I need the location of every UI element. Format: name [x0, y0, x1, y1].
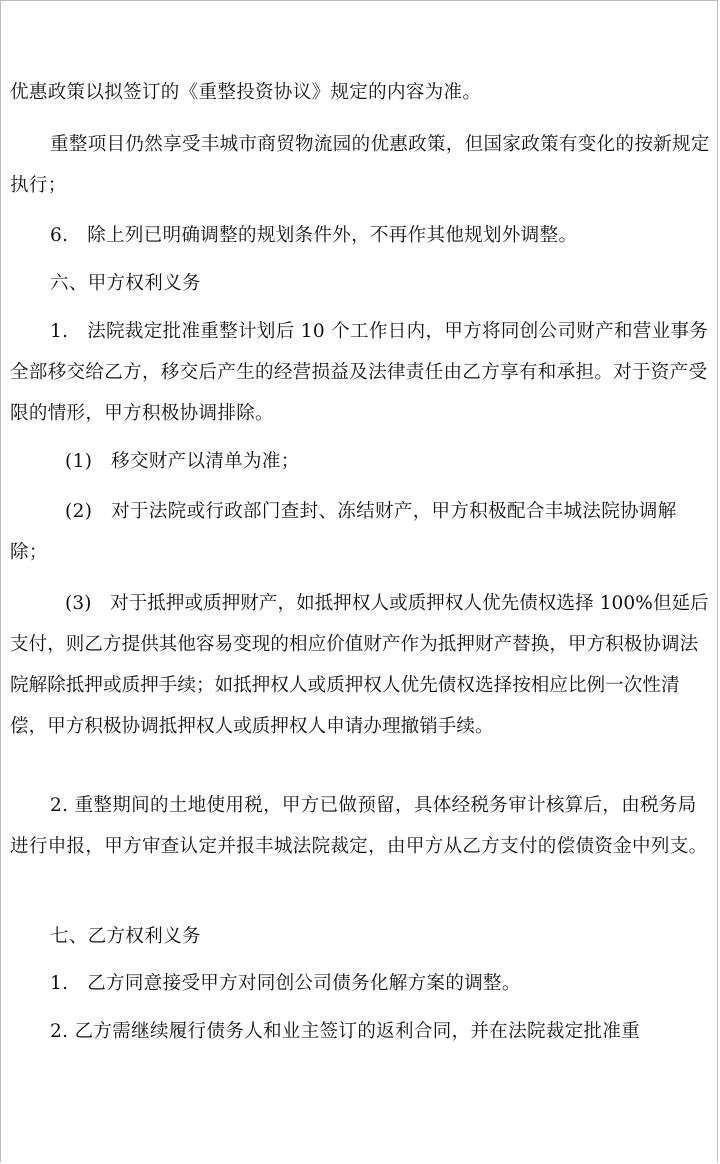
paragraph-4: 1. 法院裁定批准重整计划后 10 个工作日内，甲方将同创公司财产和营业事务全部移交给乙方，移交后产生的经营损益及法律责任由乙方享有和承担。对于资产受限的情形，甲方积极协调排除。	[10, 321, 709, 424]
paragraph-9: 1. 乙方同意接受甲方对同创公司债务化解方案的调整。	[50, 973, 521, 994]
section-heading-7: 七、乙方权利义务	[50, 926, 201, 947]
paragraph-6: (2) 对于法院或行政部门查封、冻结财产，甲方积极配合丰城法院协调解除；	[10, 501, 677, 563]
paragraph-10: 2. 乙方需继续履行债务人和业主签订的返利合同，并在法院裁定批准重	[50, 1021, 641, 1042]
paragraph-3: 6. 除上列已明确调整的规划条件外，不再作其他规划外调整。	[50, 225, 578, 246]
paragraph-5: (1) 移交财产以清单为准；	[65, 451, 300, 472]
paragraph-2: 重整项目仍然享受丰城市商贸物流园的优惠政策，但国家政策有变化的按新规定执行；	[10, 134, 710, 196]
section-heading-6: 六、甲方权利义务	[50, 273, 201, 294]
paragraph-7: (3) 对于抵押或质押财产，如抵押权人或质押权人优先债权选择 100%但延后支付，则乙方提供其他容易变现的相应价值财产作为抵押财产替换，甲方积极协调法院解除抵押或质押手续；如抵押权人或质押权人优先债权选择按相应比例一次性清偿，甲方积极协调抵押权人或质押权人申请办理撤销手续。	[10, 593, 709, 737]
paragraph-1: 优惠政策以拟签订的《重整投资协议》规定的内容为准。	[10, 82, 482, 103]
paragraph-8: 2. 重整期间的土地使用税，甲方已做预留，具体经税务审计核算后，由税务局进行申报，甲方审查认定并报丰城法院裁定，由甲方从乙方支付的偿债资金中列支。	[10, 795, 708, 857]
